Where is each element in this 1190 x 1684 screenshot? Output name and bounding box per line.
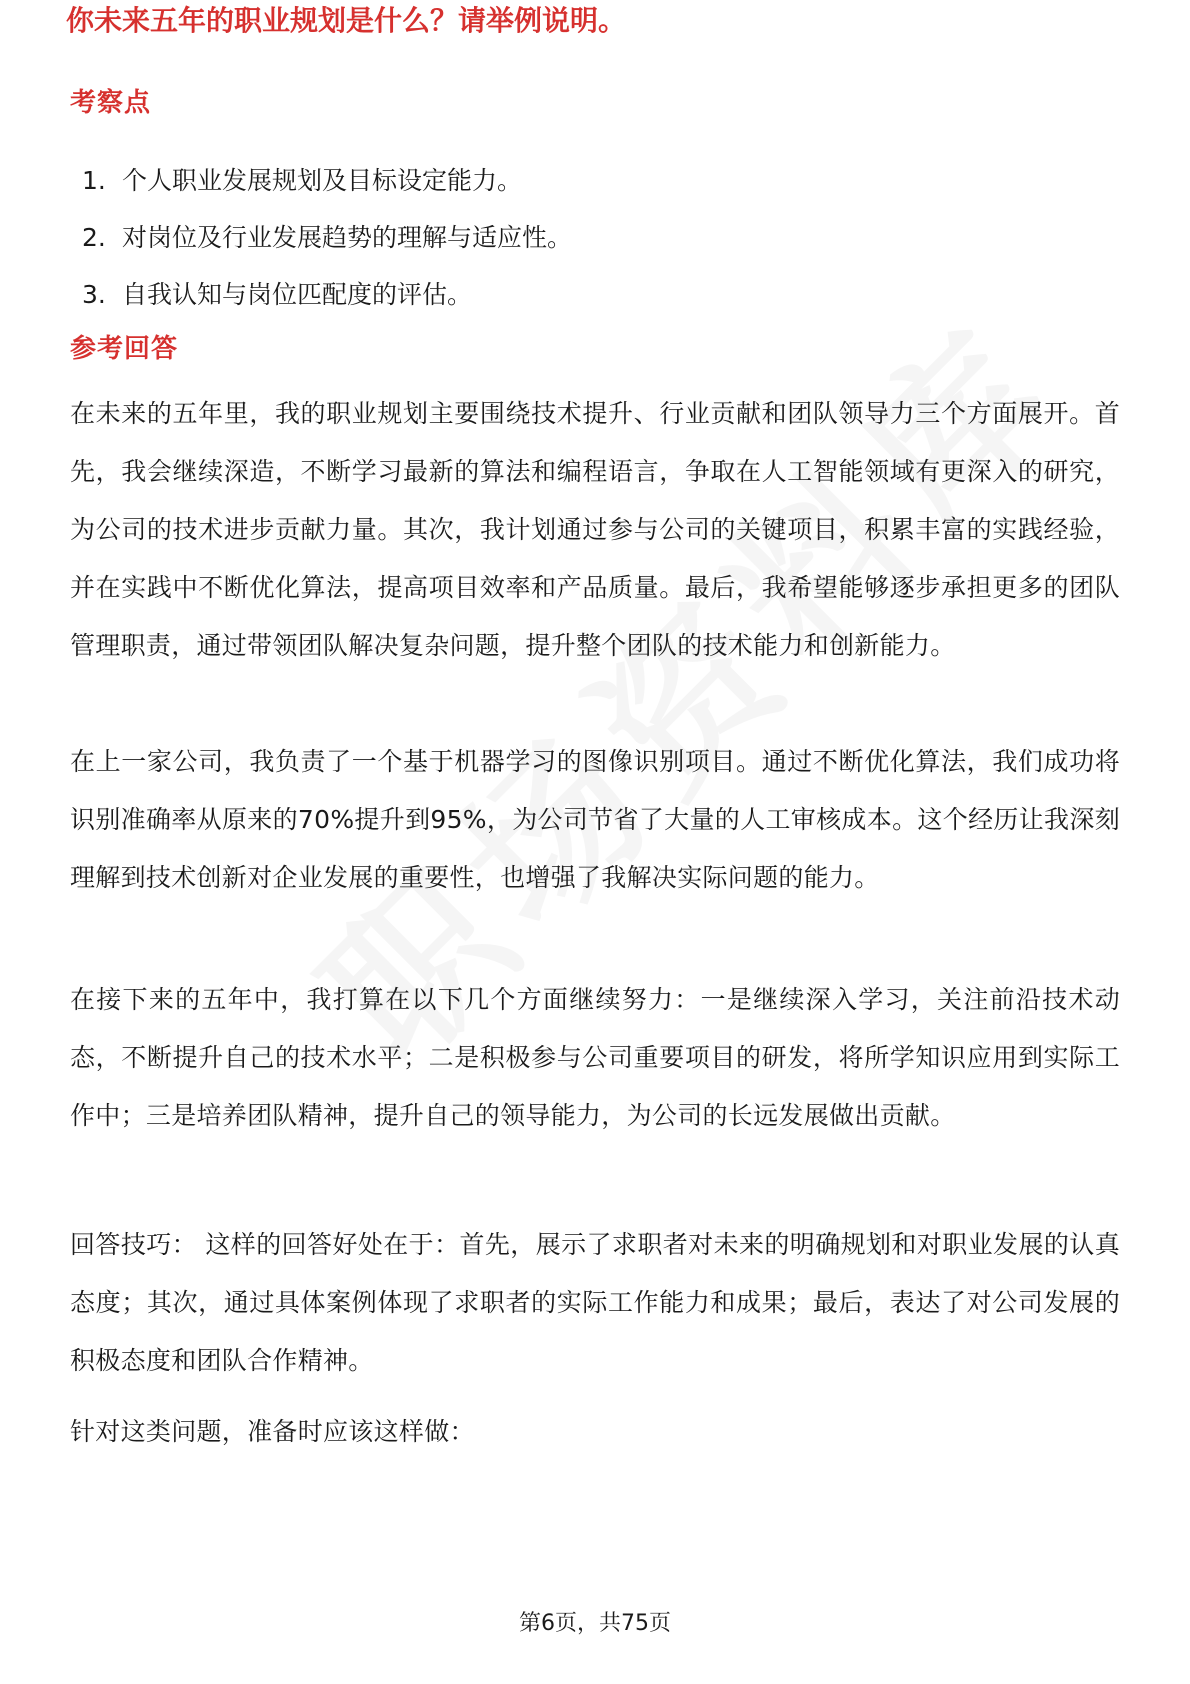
list-item-text: 自我认知与岗位匹配度的评估。 bbox=[122, 280, 473, 309]
preparation-intro-paragraph: 针对这类问题，准备时应该这样做： bbox=[70, 1417, 475, 1446]
cut-off-question-heading bbox=[66, 4, 686, 56]
answer-paragraph-experience: 在上一家公司，我负责了一个基于机器学习的图像识别项目。通过不断优化算法，我们成功将识别准确率从原来的70%提升到95%，为公司节省了大量的人工审核成本。这个经历让我深刻理解到技术创新对企业发展的重要性，也增强了我解决实际问题的能力。 bbox=[70, 747, 1120, 892]
list-item bbox=[82, 266, 572, 323]
list-item bbox=[82, 209, 572, 266]
answer-paragraph-next-five-years: 在接下来的五年中，我打算在以下几个方面继续努力：一是继续深入学习，关注前沿技术动态，不断提升自己的技术水平；二是积极参与公司重要项目的研发，将所学知识应用到实际工作中；三是培养团队精神，提升自己的领导能力，为公司的长远发展做出贡献。 bbox=[70, 985, 1120, 1130]
list-item-text: 对岗位及行业发展趋势的理解与适应性。 bbox=[122, 223, 573, 252]
examination-points-list bbox=[82, 152, 572, 323]
section-title-examination-points: 考察点 bbox=[70, 88, 152, 118]
answer-tips-paragraph: 回答技巧： 这样的回答好处在于：首先，展示了求职者对未来的明确规划和对职业发展的认真态度；其次，通过具体案例体现了求职者的实际工作能力和成果；最后，表达了对公司发展的积极态度和团队合作精神。 bbox=[70, 1230, 1120, 1375]
list-item-number: 2. bbox=[82, 223, 106, 252]
cut-off-question-text: 你未来五年的职业规划是什么？请举例说明。 bbox=[66, 4, 627, 37]
answer-paragraph-plan: 在未来的五年里，我的职业规划主要围绕技术提升、行业贡献和团队领导力三个方面展开。首先，我会继续深造，不断学习最新的算法和编程语言，争取在人工智能领域有更深入的研究，为公司的技术进步贡献力量。其次，我计划通过参与公司的关键项目，积累丰富的实践经验，并在实践中不断优化算法，提高项目效率和产品质量。最后，我希望能够逐步承担更多的团队管理职责，通过带领团队解决复杂问题，提升整个团队的技术能力和创新能力。 bbox=[70, 399, 1120, 660]
list-item-number: 1. bbox=[82, 166, 106, 195]
list-item-text: 个人职业发展规划及目标设定能力。 bbox=[122, 166, 523, 195]
section-title-reference-answer: 参考回答 bbox=[70, 334, 179, 364]
list-item bbox=[82, 152, 572, 209]
list-item-number: 3. bbox=[82, 280, 106, 309]
page-footer: 第6页，共75页 bbox=[519, 1611, 671, 1636]
